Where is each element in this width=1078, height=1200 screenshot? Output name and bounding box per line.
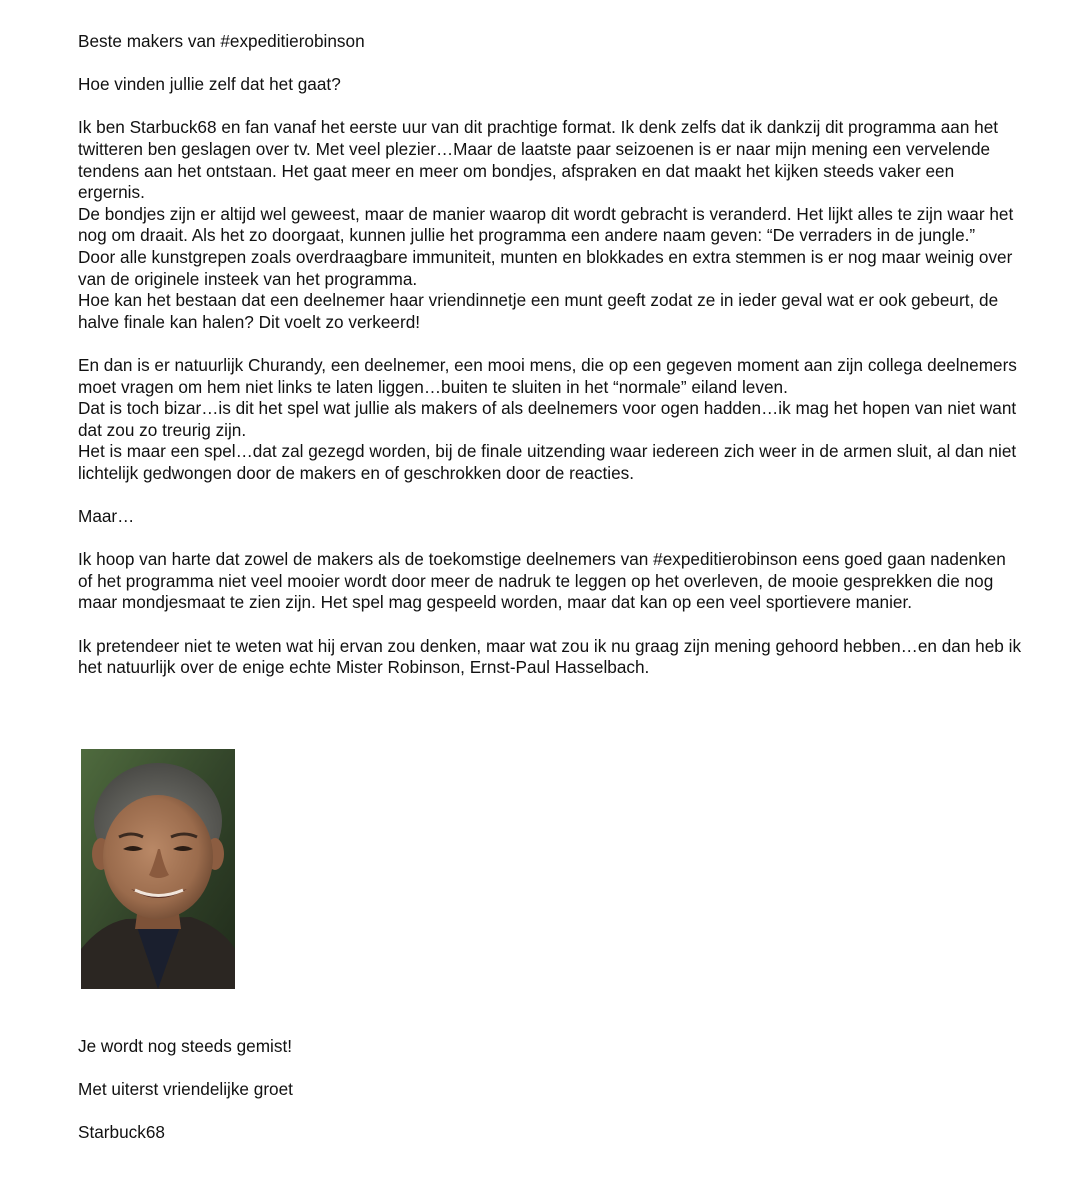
paragraph-maar: Maar… — [78, 506, 135, 527]
paragraph-hope: Ik hoop van harte dat zowel de makers als de toekomstige deelnemers van #expeditierobinson eens goed gaan nadenken of het programma niet veel mooier wordt door meer de nadruk te leggen op het overleven, de mooie gesprekken die nog maar mondjesmaat te zien zijn. Het spel mag gespeeld worden, maar dat kan op een veel sportievere manier. — [78, 549, 1006, 613]
regards-line: Met uiterst vriendelijke groet — [78, 1079, 293, 1100]
paragraph-line: Ik ben Starbuck68 en fan vanaf het eerste uur van dit prachtige format. Ik denk zelfs dat ik dankzij dit programma aan het twitteren ben geslagen over tv. Met veel plezier…Maar de laatste paar seizoenen is er naar mijn mening een vervelende tendens aan het ontstaan. Het gaat meer en meer om bondjes, afspraken en dat maakt het kijken steeds vaker een ergernis. — [78, 117, 999, 203]
signature: Starbuck68 — [78, 1122, 165, 1143]
letter-body — [78, 31, 1023, 700]
salutation: Beste makers van #expeditierobinson — [78, 31, 365, 51]
paragraph-churandy — [78, 355, 1023, 485]
paragraph-line: Door alle kunstgrepen zoals overdraagbare immuniteit, munten en blokkades en extra stemmen is er nog maar weinig over van de originele insteek van het programma. — [78, 246, 1013, 289]
opening-question: Hoe vinden jullie zelf dat het gaat? — [78, 74, 341, 95]
missed-line: Je wordt nog steeds gemist! — [78, 1036, 292, 1056]
letter-closing — [78, 1036, 293, 1166]
paragraph-line: Hoe kan het bestaan dat een deelnemer haar vriendinnetje een munt geeft zodat ze in ieder geval wat er ook gebeurt, de halve finale kan halen? Dit voelt zo verkeerd! — [78, 290, 999, 332]
portrait-photo — [81, 749, 235, 989]
paragraph-line: Dat is toch bizar…is dit het spel wat jullie als makers of als deelnemers voor ogen hadden…ik mag het hopen van niet want dat zou zo treurig zijn. — [78, 398, 1017, 440]
paragraph-mister-robinson: Ik pretendeer niet te weten wat hij ervan zou denken, maar wat zou ik nu graag zijn mening gehoord hebben…en dan heb ik het natuurlijk over de enige echte Mister Robinson, Ernst-Paul Hasselbach. — [78, 635, 1022, 678]
paragraph-line: De bondjes zijn er altijd wel geweest, maar de manier waarop dit wordt gebracht is veranderd. Het lijkt alles te zijn waar het nog om draait. Als het zo doorgaat, kunnen jullie het programma een andere naam geven: “De verraders in de jungle.” — [78, 203, 1014, 246]
paragraph-format-critique — [78, 117, 1023, 333]
paragraph-line: Het is maar een spel…dat zal gezegd worden, bij de finale uitzending waar iedereen zich weer in de armen sluit, al dan niet lichtelijk gedwongen door de makers en of geschrokken door de reacties. — [78, 441, 1017, 483]
paragraph-line: En dan is er natuurlijk Churandy, een deelnemer, een mooi mens, die op een gegeven moment aan zijn collega deelnemers moet vragen om hem niet links te laten liggen…buiten te sluiten in het “normale” eiland leven. — [78, 354, 1017, 397]
